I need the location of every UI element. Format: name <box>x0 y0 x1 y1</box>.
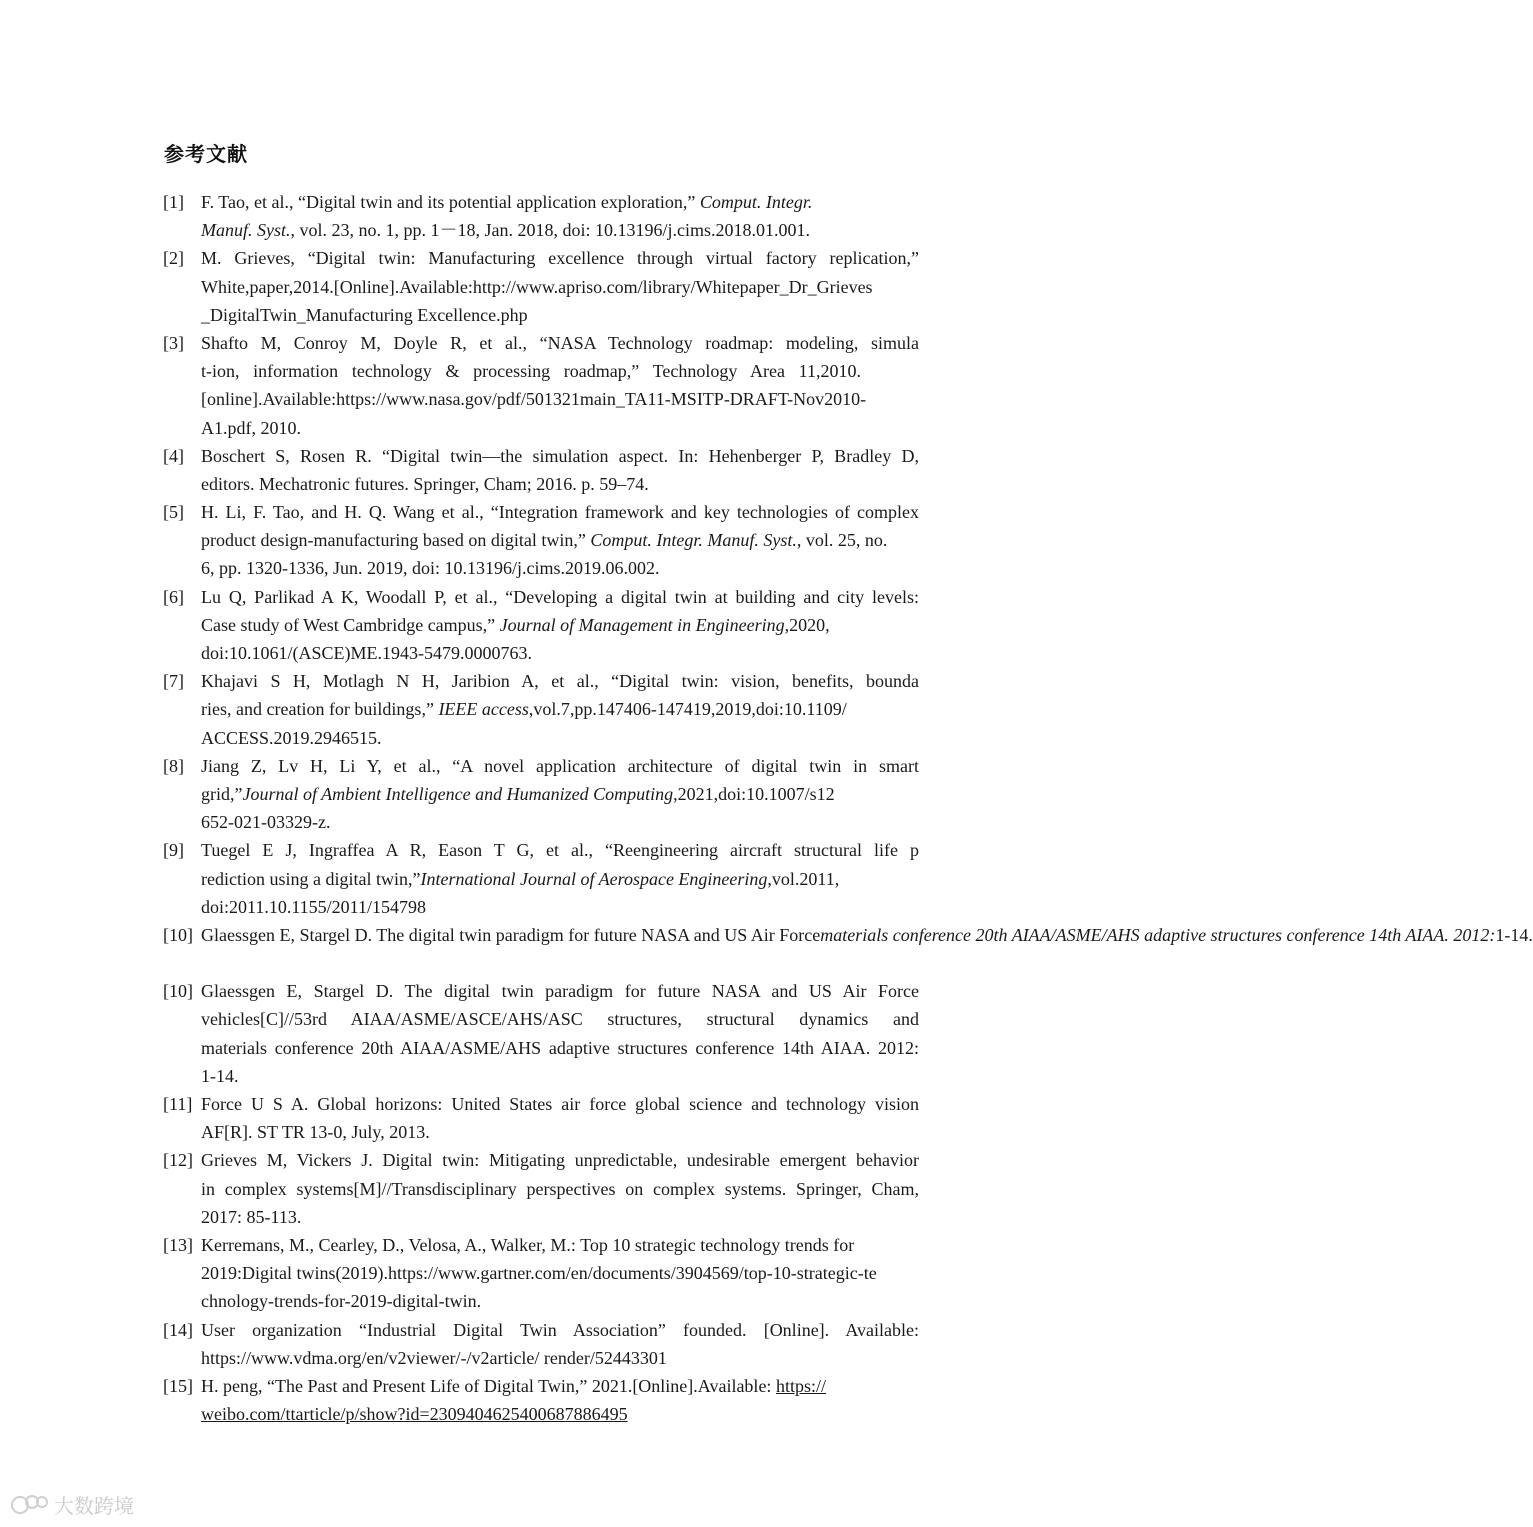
reference-text: materials conference 20th AIAA/ASME/AHS adaptive structures conference 14th AIAA. 2012: <box>201 1037 919 1058</box>
reference-text: rediction using a digital twin,” <box>201 868 421 889</box>
journal-title: Journal of Management in Engineering <box>499 614 785 635</box>
reference-item <box>163 667 919 752</box>
reference-item <box>163 1146 919 1231</box>
reference-item <box>163 244 919 329</box>
reference-number: [2] <box>163 248 184 269</box>
reference-item <box>163 1316 919 1372</box>
reference-number: [14] <box>163 1319 193 1340</box>
reference-item <box>163 498 919 583</box>
reference-text: Kerremans, M., Cearley, D., Velosa, A., Walker, M.: Top 10 strategic technology trends for <box>201 1234 855 1255</box>
reference-text: chnology-trends-for-2019-digital-twin. <box>201 1291 482 1312</box>
reference-text: ries, and creation for buildings,” <box>201 699 439 720</box>
reference-text: https://www.vdma.org/en/v2viewer/-/v2article/ render/52443301 <box>201 1347 667 1368</box>
reference-text: doi:2011.10.1155/2011/154798 <box>201 896 426 917</box>
reference-text: H. peng, “The Past and Present Life of Digital Twin,” 2021.[Online].Available: <box>201 1375 776 1396</box>
reference-number: [10] <box>163 981 193 1002</box>
reference-text: ACCESS.2019.2946515. <box>201 727 382 748</box>
reference-text: Tuegel E J, Ingraffea A R, Eason T G, et al., “Reengineering aircraft structural life p <box>201 840 919 861</box>
reference-item <box>163 1231 919 1316</box>
reference-item <box>163 583 919 668</box>
reference-text: 1-14. <box>1495 924 1533 945</box>
reference-text: AF[R]. ST TR 13-0, July, 2013. <box>201 1122 430 1143</box>
references-heading: 参考文献 <box>164 142 248 166</box>
reference-link: https:// <box>775 1375 826 1396</box>
reference-text: doi:10.1061/(ASCE)ME.1943-5479.0000763. <box>201 643 532 663</box>
reference-text: , vol. 25, no. <box>796 530 888 551</box>
reference-text: Lu Q, Parlikad A K, Woodall P, et al., “Developing a digital twin at building and city levels: <box>201 586 919 607</box>
reference-text: vehicles[C]//53rd AIAA/ASME/ASCE/AHS/ASC structures, structural dynamics and <box>201 1009 919 1030</box>
reference-text: Glaessgen E, Stargel D. The digital twin paradigm for future NASA and US Air Force <box>201 981 919 1002</box>
reference-text: grid,” <box>201 783 243 804</box>
watermark <box>10 1490 134 1519</box>
reference-text: Boschert S, Rosen R. “Digital twin—the simulation aspect. In: Hehenberger P, Bradley D, <box>201 445 919 466</box>
reference-text: 2019:Digital twins(2019).https://www.gartner.com/en/documents/3904569/top-10-strategic-te <box>201 1263 877 1284</box>
reference-list <box>163 188 1533 1428</box>
reference-number: [4] <box>163 445 184 466</box>
reference-text: 652-021-03329-z. <box>201 812 331 833</box>
reference-text: Jiang Z, Lv H, Li Y, et al., “A novel application architecture of digital twin in smart <box>201 755 919 776</box>
journal-title: International Journal of Aerospace Engineering <box>420 868 768 889</box>
reference-text: in complex systems[M]//Transdisciplinary perspectives on complex systems. Springer, Cham, <box>201 1178 919 1199</box>
reference-link[interactable]: weibo.com/ttarticle/p/show?id=2309404625400687886495 <box>201 1404 628 1425</box>
reference-text: t-ion, information technology & processing roadmap,” Technology Area 11,2010. <box>201 361 861 382</box>
reference-number: [1] <box>163 192 184 212</box>
reference-text: _DigitalTwin_Manufacturing Excellence.php <box>201 304 528 325</box>
watermark-logo-icon <box>10 1492 50 1518</box>
reference-text: ,2020, <box>784 614 830 635</box>
reference-text: User organization “Industrial Digital Twin Association” founded. [Online]. Available: <box>201 1319 919 1340</box>
reference-item <box>163 329 919 442</box>
reference-number: [11] <box>163 1094 193 1114</box>
reference-text: ,vol.2011, <box>767 868 840 889</box>
reference-text: Force U S A. Global horizons: United States air force global science and technology vision <box>201 1094 919 1114</box>
reference-number: [13] <box>163 1234 193 1255</box>
reference-item <box>163 1372 919 1428</box>
reference-text: 6, pp. 1320-1336, Jun. 2019, doi: 10.13196/j.cims.2019.06.002. <box>201 558 660 579</box>
reference-item <box>163 752 919 837</box>
reference-item <box>163 188 919 244</box>
reference-number: [8] <box>163 755 184 776</box>
reference-number: [15] <box>163 1375 193 1396</box>
journal-title: Comput. Integr. <box>699 192 813 212</box>
reference-text: Khajavi S H, Motlagh N H, Jaribion A, et al., “Digital twin: vision, benefits, bounda <box>201 671 919 692</box>
journal-title: Journal of Ambient Intelligence and Humanized Computing <box>242 783 674 804</box>
reference-item <box>163 977 919 1090</box>
reference-text: M. Grieves, “Digital twin: Manufacturing excellence through virtual factory replication,” <box>201 248 919 269</box>
journal-title: Comput. Integr. Manuf. Syst. <box>590 530 797 551</box>
reference-number: [12] <box>163 1150 193 1171</box>
reference-text: Case study of West Cambridge campus,” <box>201 614 500 635</box>
reference-text: ,vol.7,pp.147406-147419,2019,doi:10.1109/ <box>528 699 847 720</box>
reference-text: editors. Mechatronic futures. Springer, Cham; 2016. p. 59–74. <box>201 473 649 494</box>
reference-item <box>163 836 919 921</box>
reference-item <box>163 921 1533 977</box>
reference-text: ,2021,doi:10.1007/s12 <box>673 783 835 804</box>
reference-text: A1.pdf, 2010. <box>201 417 301 438</box>
reference-text: [online].Available:https://www.nasa.gov/pdf/501321main_TA11-MSITP-DRAFT-Nov2010- <box>201 389 867 410</box>
reference-text: Glaessgen E, Stargel D. The digital twin paradigm for future NASA and US Air Force <box>201 924 821 945</box>
reference-text: product design-manufacturing based on digital twin,” <box>201 530 591 551</box>
reference-text: Grieves M, Vickers J. Digital twin: Mitigating unpredictable, undesirable emergent behavior <box>201 1150 919 1171</box>
reference-number: [5] <box>163 502 184 523</box>
reference-text: , vol. 23, no. 1, pp. 1－18, Jan. 2018, doi: 10.13196/j.cims.2018.01.001. <box>290 220 810 241</box>
reference-text: H. Li, F. Tao, and H. Q. Wang et al., “Integration framework and key technologies of complex <box>201 502 919 523</box>
journal-title: materials conference 20th AIAA/ASME/AHS adaptive structures conference 14th AIAA. 2012: <box>820 924 1496 945</box>
reference-item <box>163 1090 919 1146</box>
reference-number: [3] <box>163 332 184 353</box>
reference-number: [6] <box>163 586 184 607</box>
reference-text: F. Tao, et al., “Digital twin and its potential application exploration,” <box>201 192 700 212</box>
journal-title: IEEE access <box>438 699 529 720</box>
reference-number: [9] <box>163 840 184 861</box>
journal-title: Manuf. Syst. <box>201 220 291 241</box>
reference-text <box>201 949 919 977</box>
reference-number: [7] <box>163 671 184 692</box>
reference-number: [10] <box>163 924 193 945</box>
reference-text: White,paper,2014.[Online].Available:http://www.apriso.com/library/Whitepaper_Dr_Grieves <box>201 276 873 297</box>
watermark-text: 大数跨境 <box>54 1494 134 1518</box>
reference-text: 1-14. <box>201 1065 239 1086</box>
reference-text: 2017: 85-113. <box>201 1206 302 1227</box>
reference-text: Shafto M, Conroy M, Doyle R, et al., “NASA Technology roadmap: modeling, simula <box>201 332 919 353</box>
reference-item <box>163 442 919 498</box>
